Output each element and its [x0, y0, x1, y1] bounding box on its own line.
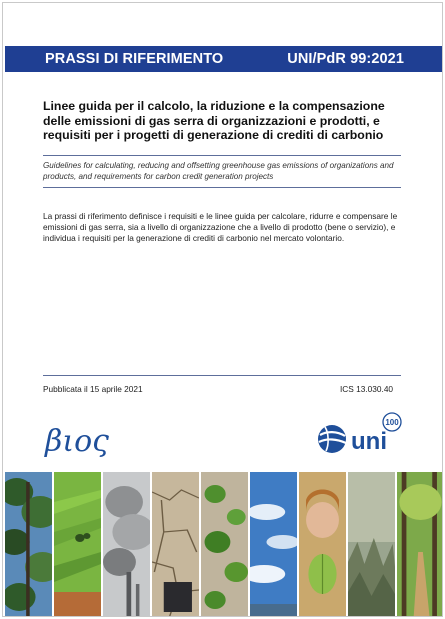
- series-label: PRASSI DI RIFERIMENTO: [45, 51, 224, 67]
- document-cover: [2, 2, 443, 617]
- forest-path-photo: [397, 472, 443, 617]
- bios-logo-text: βιος: [45, 424, 109, 459]
- blue-sky-clouds-photo: [250, 472, 297, 617]
- divider-bottom: [43, 375, 401, 376]
- photo-strip: [5, 472, 443, 617]
- document-abstract: La prassi di riferimento definisce i requisiti e le linee guida per calcolare, ridurre e compensare le emissioni di gas serra, sia a livello di organizzazione che a livello di prodotto (bene o servizio), e individua i requisiti per la generazione di crediti di carbonio nel mercato volontario.: [43, 211, 398, 243]
- document-subtitle-english: Guidelines for calculating, reducing and offsetting greenhouse gas emissions of organizations and products, and requirements for carbon credit generation projects: [43, 161, 394, 181]
- ics-code: ICS 13.030.40: [340, 384, 394, 394]
- document-title: Linee guida per il calcolo, la riduzione e la compensazione delle emissioni di gas serra di organizzazioni e prodotti, e requisiti per i progetti di generazione di crediti di carbonio: [43, 99, 385, 142]
- centenary-badge-text: 100: [385, 418, 399, 427]
- divider-middle: [43, 187, 401, 188]
- globe-icon: [318, 425, 346, 453]
- green-field-photo: [54, 472, 101, 617]
- bios-logo: [43, 423, 123, 459]
- tree-canopy-photo: [5, 472, 52, 617]
- uni-logo: [315, 411, 407, 459]
- moss-patches-photo: [201, 472, 248, 617]
- smokestack-photo: [103, 472, 150, 617]
- misty-forest-photo: [348, 472, 395, 617]
- centenary-badge: [383, 413, 401, 431]
- woman-with-leaf-photo: [299, 472, 346, 617]
- document-code: UNI/PdR 99:2021: [287, 51, 404, 67]
- cracked-earth-photo: [152, 472, 199, 617]
- publication-date: Pubblicata il 15 aprile 2021: [43, 384, 143, 394]
- header-banner: [5, 46, 442, 72]
- divider-top: [43, 155, 401, 156]
- uni-logo-text: uni: [351, 428, 387, 455]
